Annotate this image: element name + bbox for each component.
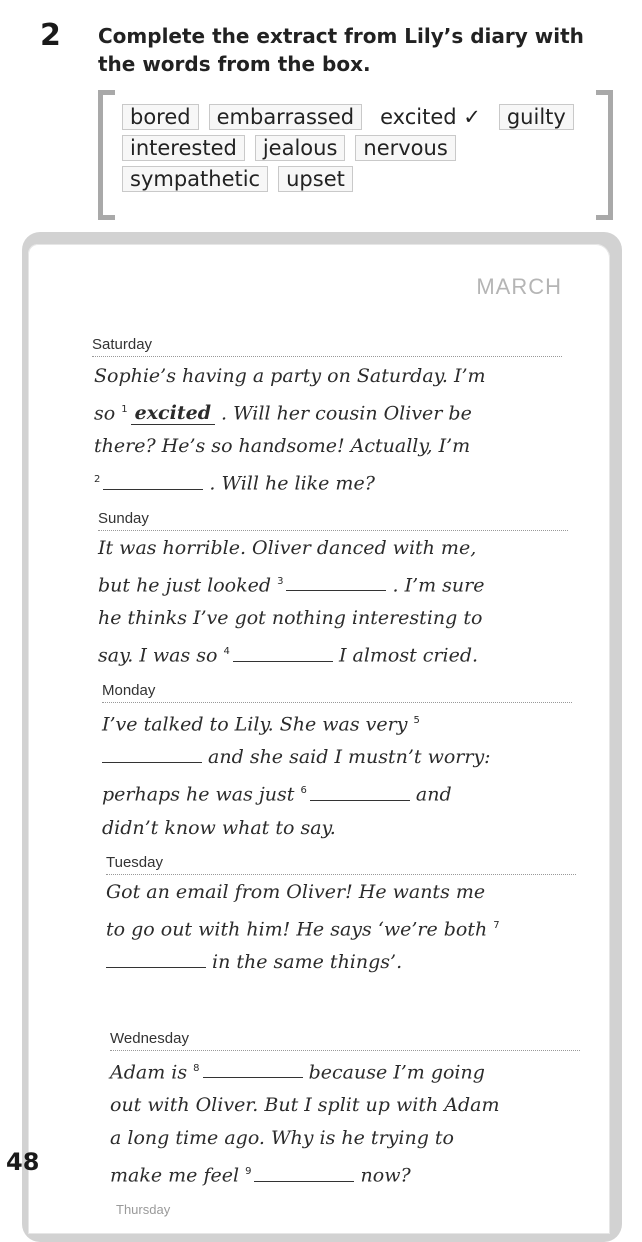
sunday-line-2 [98,565,485,602]
word-box-left-bracket [98,90,115,220]
entry-saturday [94,360,486,501]
sunday-line-2-post: . I’m sure [392,574,485,597]
word-box-word: nervous [355,135,455,161]
wednesday-line-1-post: because I’m going [308,1061,485,1084]
sunday-line-4 [98,635,485,672]
monday-line-1 [102,704,491,741]
word-box-word: jealous [255,135,346,161]
gap-number-7: 7 [493,920,500,931]
word-box [122,104,582,197]
gap-number-9: 9 [245,1166,252,1178]
word-box-word: interested [122,135,245,161]
gap-number-4: 4 [223,646,230,658]
diary-month: MARCH [476,274,562,299]
gap-number-3: 3 [277,576,284,587]
day-heading-monday: Monday [102,682,572,703]
gap-2-blank[interactable] [103,488,203,490]
diary-page [28,244,610,1234]
saturday-line-2-pre: so [94,402,116,425]
gap-9-blank[interactable] [254,1180,354,1182]
wednesday-line-4 [110,1155,499,1192]
monday-line-2-post: and she said I mustn’t worry: [208,746,491,769]
word-box-right-bracket [596,90,613,220]
word-box-word: bored [122,104,199,130]
wednesday-line-4-pre: make me feel [110,1164,240,1187]
sunday-line-3: he thinks I’ve got nothing interesting to [98,607,483,630]
saturday-line-1: Sophie’s having a party on Saturday. I’m [94,365,486,387]
gap-6-blank[interactable] [310,799,410,801]
sunday-line-1: It was horrible. Oliver danced with me, [98,537,477,559]
gap-7-blank[interactable] [106,966,206,968]
monday-line-1-pre: I’ve talked to Lily. She was very [102,713,408,736]
gap-number-8: 8 [193,1063,200,1074]
gap-number-1: 1 [121,404,128,415]
gap-3-blank[interactable] [286,589,386,591]
exercise-instruction: Complete the extract from Lily’s diary with the words from the box. [98,24,584,76]
sunday-line-2-pre: but he just looked [98,574,272,597]
day-heading-thursday: Thursday [116,1202,171,1217]
monday-line-3-post: and [415,783,452,806]
monday-line-2 [102,741,491,774]
saturday-line-4 [94,463,486,500]
sunday-line-4-post: I almost cried. [338,644,479,667]
tuesday-line-3-post: in the same things’. [212,951,403,974]
tuesday-line-2-pre: to go out with him! He says ‘we’re both [106,918,488,941]
sunday-line-4-pre: say. I was so [98,644,218,667]
page-number: 48 [6,1148,40,1176]
gap-4-blank[interactable] [233,660,333,662]
word-box-word: excited ✓ [380,105,481,129]
entry-wednesday [110,1052,499,1193]
day-heading-wednesday: Wednesday [110,1030,580,1051]
word-box-row [122,166,582,197]
gap-5-blank[interactable] [102,761,202,763]
word-box-row [122,135,582,166]
saturday-line-3: there? He’s so handsome! Actually, I’m [94,435,471,458]
wednesday-line-3: a long time ago. Why is he trying to [110,1127,454,1150]
example-answer: excited [131,402,215,425]
gap-number-6: 6 [300,785,307,797]
word-box-word: guilty [499,104,574,130]
entry-monday [102,704,491,845]
gap-number-5: 5 [413,715,420,726]
word-box-word: embarrassed [209,104,362,130]
gap-number-2: 2 [94,474,101,486]
day-heading-tuesday: Tuesday [106,854,576,875]
entry-sunday [98,532,485,673]
tuesday-line-1: Got an email from Oliver! He wants me [106,881,486,903]
entry-tuesday [106,876,503,979]
saturday-line-2 [94,393,486,430]
exercise-number: 2 [40,18,61,53]
saturday-line-4-post: . Will he like me? [209,472,375,495]
wednesday-line-4-post: now? [360,1164,411,1187]
monday-line-4: didn’t know what to say. [102,816,336,839]
day-heading-sunday: Sunday [98,510,568,531]
wednesday-line-2: out with Oliver. But I split up with Adam [110,1094,500,1117]
wednesday-line-1 [110,1052,499,1089]
word-box-row [122,104,582,135]
monday-line-3 [102,774,491,811]
word-box-word: sympathetic [122,166,268,192]
day-heading-saturday: Saturday [92,336,562,357]
wednesday-line-1-pre: Adam is [110,1061,188,1084]
gap-8-blank[interactable] [203,1076,303,1078]
tuesday-line-2 [106,909,503,946]
saturday-line-2-post: . Will her cousin Oliver be [221,402,472,425]
monday-line-3-pre: perhaps he was just [102,783,295,806]
word-box-word: upset [278,166,353,192]
tuesday-line-3 [106,946,503,979]
